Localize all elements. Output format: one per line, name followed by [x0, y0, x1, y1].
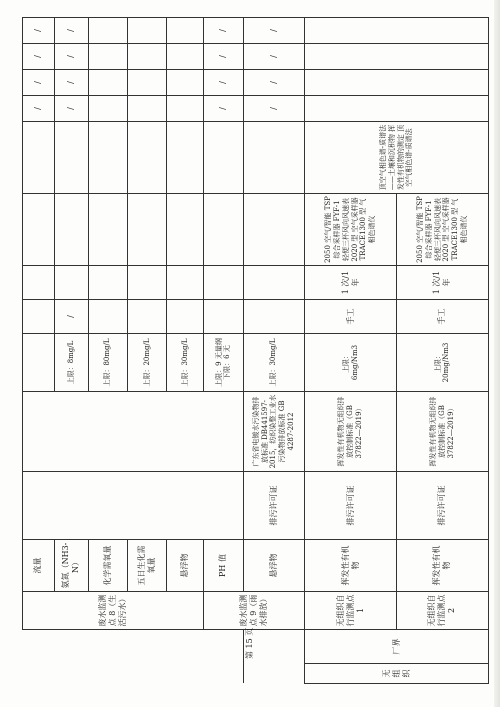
monitoring-table [22, 17, 489, 684]
table-row [243, 18, 304, 684]
cell-slash: / [23, 44, 55, 70]
cell-method: 手工 [305, 300, 397, 334]
cell-slash: / [204, 44, 243, 70]
cell-point-8: 废水监测点 8（生活污水） [23, 592, 204, 630]
cell-std-voc: 挥发性有机物无组织排放控制标准（GB 37822—2019） [396, 392, 488, 472]
table-row [54, 18, 88, 684]
cell-method: 手工 [396, 300, 488, 334]
cell-limit-ss1: 上限：30mg/L [167, 334, 204, 392]
cell-permit: 排污许可证 [396, 472, 488, 540]
cell-slash: / [243, 70, 304, 96]
cell-slash: / [243, 44, 304, 70]
cell-std-voc: 挥发性有机物无组织排放控制标准（GB 37822—2019） [305, 392, 397, 472]
cell-slash: / [23, 96, 55, 122]
cell-limit-bod: 上限：20mg/L [128, 334, 167, 392]
cell-cod: 化学需氧量 [88, 540, 127, 592]
cell-permit: 排污许可证 [243, 472, 304, 540]
rotated-table-wrapper [22, 18, 489, 684]
cell-instrument: 2050 空气/智能 TSP 综合采样器 FYF-1 轻便三杯风向风速表 2020 型 空气采样器 TRACE1300 型 气相色谱仪 [396, 194, 488, 266]
table-row [88, 18, 127, 684]
cell-voc2: 挥发性有机物 [396, 540, 488, 592]
table-row [167, 18, 204, 684]
page-edge-shadow [494, 0, 500, 707]
cell-limit-nh3: 上限：8mg/L [54, 334, 88, 392]
cell-permit: 排污许可证 [305, 472, 397, 540]
cell-freq: 1 次/1 年 [396, 266, 488, 300]
cell-ss1: 悬浮物 [167, 540, 204, 592]
cell-limit-ph: 上限：9 无量纲 下限：6 无 [204, 334, 243, 392]
cell-slash: / [204, 70, 243, 96]
cell-slash: / [54, 18, 88, 44]
cell-limit-ss2: 上限：30mg/L [243, 334, 304, 392]
cell-bod: 五日生化需氧量 [128, 540, 167, 592]
table-row [305, 18, 397, 684]
cell-limit-voc2: 上限：20mg/Nm3 [396, 334, 488, 392]
table-row [128, 18, 167, 684]
cell-slash: / [23, 18, 55, 44]
cell-std-water: 广东省电镀水污染物排放标准 DB441597-2015，纺织染整工业水污染物排放标准 GB 4287-2012 [243, 392, 304, 472]
cell-limit-voc1: 上限：6mg/Nm3 [305, 334, 397, 392]
cell-nh3: 氨氮（NH3-N） [54, 540, 88, 592]
cell-slash: / [54, 44, 88, 70]
cell-point-wz2: 无组织自行监测点 2 [396, 592, 488, 630]
table-row [204, 18, 243, 684]
cell-ph: PH 值 [204, 540, 243, 592]
cell-slash: / [243, 96, 304, 122]
cell-group-wuzuzhi: 无组织 [305, 664, 489, 684]
cell-slash: / [204, 18, 243, 44]
cell-instrument: 2050 空气/智能 TSP 综合采样器 FYF-1 轻便三杯风向风速表 2020 型 空气采样器 TRACE1300 型 气相色谱仪 [305, 194, 397, 266]
cell-slash: / [204, 96, 243, 122]
cell-slash: / [54, 96, 88, 122]
cell-slash: / [54, 70, 88, 96]
cell-analysis: 顶空气相色谱-质谱法——土壤和沉积物 挥发性有机物的测定 顶空气相色谱-质谱法 [305, 122, 489, 194]
cell-slash: / [54, 300, 88, 334]
cell-voc1: 挥发性有机物 [305, 540, 397, 592]
cell-freq: 1 次/1 年 [305, 266, 397, 300]
cell-point-9: 废水监测点 9（雨水排放） [204, 592, 305, 630]
cell-point-wz1: 无组织自行监测点 1 [305, 592, 397, 630]
cell-flow: 流量 [23, 540, 55, 592]
cell-slash: / [23, 70, 55, 96]
cell-slash: / [243, 18, 304, 44]
table-row [23, 18, 55, 684]
cell-group-changjie: 厂界 [305, 630, 489, 664]
page-number: 第 15 页 [245, 627, 254, 659]
cell-limit-cod: 上限：80mg/L [88, 334, 127, 392]
cell-ss2: 悬浮物 [243, 540, 304, 592]
